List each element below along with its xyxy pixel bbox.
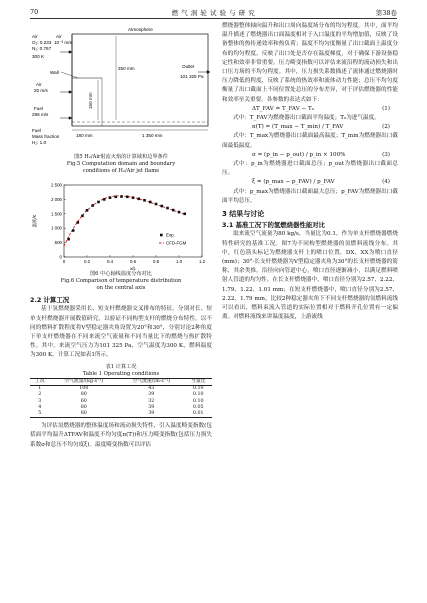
data-point-exp bbox=[137, 197, 140, 200]
table-header: 工况 bbox=[30, 379, 49, 386]
data-point-exp bbox=[160, 204, 163, 207]
data-point-exp bbox=[166, 206, 169, 209]
data-point-exp bbox=[81, 214, 84, 217]
x-tick-label: 0 bbox=[62, 258, 66, 264]
outlet-label: Outlet bbox=[182, 64, 195, 69]
legend-marker-exp bbox=[160, 233, 163, 236]
table-cell: 0.10 bbox=[192, 386, 204, 392]
equation-3-number: (3) bbox=[382, 151, 390, 158]
y-tick-label: 0 bbox=[59, 254, 62, 260]
equation-3-body: σ = (p_in − p_out) / p_in × 100% bbox=[252, 151, 346, 158]
table-cell: 0.10 bbox=[192, 398, 204, 404]
table-cell: 2 bbox=[38, 392, 42, 398]
legend-label-cfd-fgm: CFD-FGM bbox=[166, 240, 187, 246]
atmosphere-label: Atmosphere bbox=[128, 27, 153, 32]
inlet-n2: N₂: 0.767 bbox=[32, 46, 52, 51]
fig6-caption-en-1: Fig.6 Comparison of temperature distribution bbox=[60, 277, 182, 284]
data-point-exp bbox=[114, 195, 117, 198]
section-3-1-para: 取来流空气流量为80 kg/s，当量比为0.1，作为单支杆燃烧器燃烧特性研究的基准工况。图7为不同构型燃烧器的氢燃料流线分布。其中，红色箭头标记为燃烧器支杆上的喷口位置，DX、XX为喷口直径(mm)；30°-长支杆燃烧器为V型稳定器夹角为30°的长支杆燃烧器的简称，其余类推。沿径向向管道中心，喷口直径逐渐减小，以满足燃料喷射人管道的均匀性。在长支杆燃烧器中，喷口直径分别为2.57、2.22、1.79、1.22、1.01 mm；在短支杆燃烧器中，喷口直径分别为2.57、2.22、1.79 mm。比较2种稳定器夹角下不同支杆燃烧器的氢燃料流线可以看出，燃料束流入管道的实际位置相对于燃料开孔位置有一定偏离。对燃料流线来讲温度温度，上游流线 bbox=[222, 231, 398, 321]
y-tick-label: 2 000 bbox=[51, 196, 62, 202]
data-point-exp bbox=[72, 229, 75, 232]
data-point-exp bbox=[178, 210, 181, 213]
data-point-exp bbox=[67, 237, 70, 240]
table-header: 空气流速/(m·s⁻¹) bbox=[118, 379, 184, 386]
x-tick-label: 0.8 bbox=[152, 258, 160, 264]
fuel-mass-h2: H₂: 1.0 bbox=[32, 140, 47, 145]
equation-3 bbox=[222, 151, 398, 160]
table-cell: 0.10 bbox=[192, 392, 204, 398]
volume-label: 第38卷 bbox=[375, 9, 397, 17]
table-cell: 80 bbox=[80, 404, 87, 410]
table-cell: 100 bbox=[79, 386, 89, 392]
data-point-exp bbox=[155, 202, 158, 205]
table-cell: 32 bbox=[148, 398, 155, 404]
section-2-2-para-1: 基于氢燃烧器采用长、短支杆燃烧器交叉排布的特征，分别对长、短单支杆燃烧器开展数值研究，以验证不同构型支杆的燃烧分布特性。以不同的燃料扩散程度将V型稳定器夹角设置为20°和30°，分别讨论2种角度下单支杆燃烧器在不同来流空气流量和不同当量比下的燃烧与热扩散特性。其中，来流空气压力为101 325 Pa，空气温度为300 K，燃料温度为300 K。计算工况如表1所示。 bbox=[30, 306, 212, 359]
data-point-exp bbox=[77, 221, 80, 224]
section-2-2-title: 2.2 计算工况 bbox=[30, 296, 70, 305]
table-cell: 60 bbox=[80, 398, 87, 404]
table-header: 空气流量/(kg·s⁻¹) bbox=[49, 379, 118, 386]
inlet-air-label: Air bbox=[32, 34, 38, 39]
section-2-2-para-2: 为评估氢燃烧器的整体温度场和流动损失特性，引入温度畸变指数(包括面平均温升ΔTFAV和温度不均匀度π(T))和压力畸变指数(包括压力损失系数σ和总压不均匀度ξ)。温度畸变指数可以评估 bbox=[30, 423, 212, 448]
x-tick-label: 0.4 bbox=[106, 258, 114, 264]
section-3-1-title: 3.1 基准工况下的氢燃烧器性能对比 bbox=[222, 221, 326, 230]
table-cell: 0.01 bbox=[184, 411, 212, 418]
data-point-exp bbox=[126, 195, 129, 198]
table1-caption-cn: 表1 计算工况 bbox=[105, 363, 137, 370]
y-tick-label: 500 bbox=[54, 239, 62, 245]
table-cell: 3 bbox=[38, 398, 42, 404]
data-point-exp bbox=[109, 196, 112, 199]
wall-label: Wall bbox=[50, 70, 59, 75]
domain-outline bbox=[72, 34, 208, 126]
table-cell: 80 bbox=[49, 411, 118, 418]
y-tick-label: 1 000 bbox=[51, 225, 62, 231]
y-tick-label: 2 500 bbox=[51, 182, 62, 188]
data-point-exp bbox=[132, 196, 135, 199]
inlet-o2: O₂: 0.233 bbox=[32, 40, 52, 45]
figure6-chart bbox=[30, 179, 212, 271]
table-cell: 43 bbox=[148, 386, 155, 392]
journal-name: 燃 气 涡 轮 试 验 与 研 究 bbox=[171, 9, 256, 17]
equation-4-number: (4) bbox=[382, 179, 390, 186]
data-point-exp bbox=[183, 212, 186, 215]
air-bottom-speed: 20 m/s bbox=[34, 88, 48, 93]
fig6-caption-cn: 图6 中心轴线温度分布对比 bbox=[89, 270, 152, 277]
fuel-speed: 296 m/s bbox=[32, 112, 49, 117]
data-point-exp bbox=[149, 200, 152, 203]
data-point-exp bbox=[97, 200, 100, 203]
data-point-exp bbox=[103, 198, 106, 201]
data-point-exp bbox=[143, 199, 146, 202]
fuel-mass-label: Fuel bbox=[32, 128, 41, 133]
table-cell: 39 bbox=[118, 411, 184, 418]
dim-250: 250 mm bbox=[118, 66, 135, 71]
legend-label-exp: Exp. bbox=[166, 232, 175, 238]
equation-4-desc: 式中：p_max为燃烧器出口截面最大总压；p_FAV为燃烧器出口截面平均总压。 bbox=[222, 188, 398, 204]
equation-1-desc: 式中：T_FAV为燃烧器出口截面平均温度；T₀为进气温度。 bbox=[233, 115, 380, 122]
equation-2-number: (2) bbox=[382, 124, 390, 131]
y-tick-label: 1 500 bbox=[51, 210, 62, 216]
table-cell: 4 bbox=[38, 404, 42, 410]
data-point-exp bbox=[91, 204, 94, 207]
table-cell: 5 bbox=[30, 411, 49, 418]
fig5-caption-cn: 图5 H₂/Air射流火焰的计算域和边界条件 bbox=[74, 154, 168, 160]
equation-1 bbox=[222, 105, 398, 114]
equation-4 bbox=[222, 178, 398, 187]
table-cell: 1 bbox=[38, 386, 42, 392]
equation-1-body: ΔT_FAV = T_FAV − T₀ bbox=[252, 105, 314, 112]
table-cell: 80 bbox=[80, 392, 87, 398]
data-point-exp bbox=[86, 209, 89, 212]
equation-2-body: π(T) = (T_max − T_min) / T_FAV bbox=[252, 124, 344, 131]
equation-1-number: (1) bbox=[382, 105, 390, 112]
figure5-diagram bbox=[30, 22, 212, 152]
table1-caption-en: Table 1 Operating conditions bbox=[82, 370, 160, 377]
equation-3-desc: 式中：p_in为燃烧器进口截面总压；p_out为燃烧器出口截面总压。 bbox=[222, 161, 398, 177]
table-row bbox=[30, 411, 212, 418]
left-column bbox=[30, 22, 212, 450]
air-speed-value: 10⁻³ m/s bbox=[54, 40, 72, 45]
y-axis-label: 温度/K bbox=[32, 214, 37, 228]
fuel-label: Fuel bbox=[34, 106, 43, 111]
air-temp: 300 K bbox=[32, 54, 45, 59]
x-tick-label: 0.6 bbox=[129, 258, 137, 264]
equation-2 bbox=[222, 123, 398, 132]
dim-1350: 1 350 mm bbox=[142, 133, 163, 138]
data-point-exp bbox=[172, 208, 175, 211]
outlet-pressure: 101 325 Pa bbox=[180, 74, 204, 79]
operating-conditions-table bbox=[30, 378, 212, 418]
section-3-title: 3 结果与讨论 bbox=[222, 210, 265, 219]
fuel-mass-fraction: Mass fraction bbox=[32, 134, 60, 139]
page-number: 70 bbox=[30, 8, 39, 16]
right-para-1: 燃烧器整体轴向温升和出口周向温度场分布的均匀程度。其中，面平均温升描述了燃烧器出口面温度相对于入口温度的平均增加值，反映了设备整体的热传递效率和热负荷；温度不均匀度衡量了出口截面上温度分布的均匀程度，反映了出口处是否存在温度梯度，对于确保下游设备稳定性和效率非常重要。压力畸变指数可以评估来流沿程的流动损失和出口压力场的不均匀程度。其中，压力损失系数描述了流体通过燃烧器时压力降低的程度，反映了系统的热效率和流体动力性能；总压不均匀度衡量了出口截面上不同位置处总压的分布差异，对于评估燃烧器的性能和效率至关重要。各参数的表达式如下： bbox=[222, 23, 398, 103]
x-axis-label: x/L bbox=[130, 265, 136, 271]
data-point-exp bbox=[120, 195, 123, 198]
table-cell: 0.05 bbox=[192, 404, 204, 410]
x-tick-label: 1.0 bbox=[175, 258, 183, 264]
equation-2-desc: 式中：T_max为燃烧器出口截面最高温度；T_min为燃烧器出口截面最低温度。 bbox=[222, 133, 398, 149]
table-header: 当量比 bbox=[184, 379, 212, 386]
air-speed-top: Air bbox=[56, 34, 62, 39]
series-line-cfd-fgm bbox=[64, 196, 185, 246]
running-header bbox=[30, 6, 397, 19]
x-tick-label: 0.2 bbox=[83, 258, 91, 264]
table-row bbox=[30, 386, 212, 393]
dim-180: 180 mm bbox=[76, 133, 93, 138]
dim-150: 150 mm bbox=[88, 92, 93, 109]
x-tick-label: 1.2 bbox=[198, 258, 206, 264]
air-bottom-label: Air bbox=[36, 82, 42, 87]
right-column bbox=[222, 22, 398, 323]
fig5-caption-en-1: Fig.5 Computation domain and boundary bbox=[66, 161, 176, 168]
equation-4-body: ξ = (p_max − p_FAV) / p_FAV bbox=[252, 179, 335, 186]
fig5-caption-en-2: conditions of H₂/Air jet flame bbox=[82, 168, 160, 175]
plot-frame bbox=[64, 185, 202, 257]
table-cell: 39 bbox=[148, 392, 155, 398]
table-cell: 39 bbox=[148, 404, 155, 410]
fig6-caption-en-2: on the central axis bbox=[96, 285, 146, 292]
